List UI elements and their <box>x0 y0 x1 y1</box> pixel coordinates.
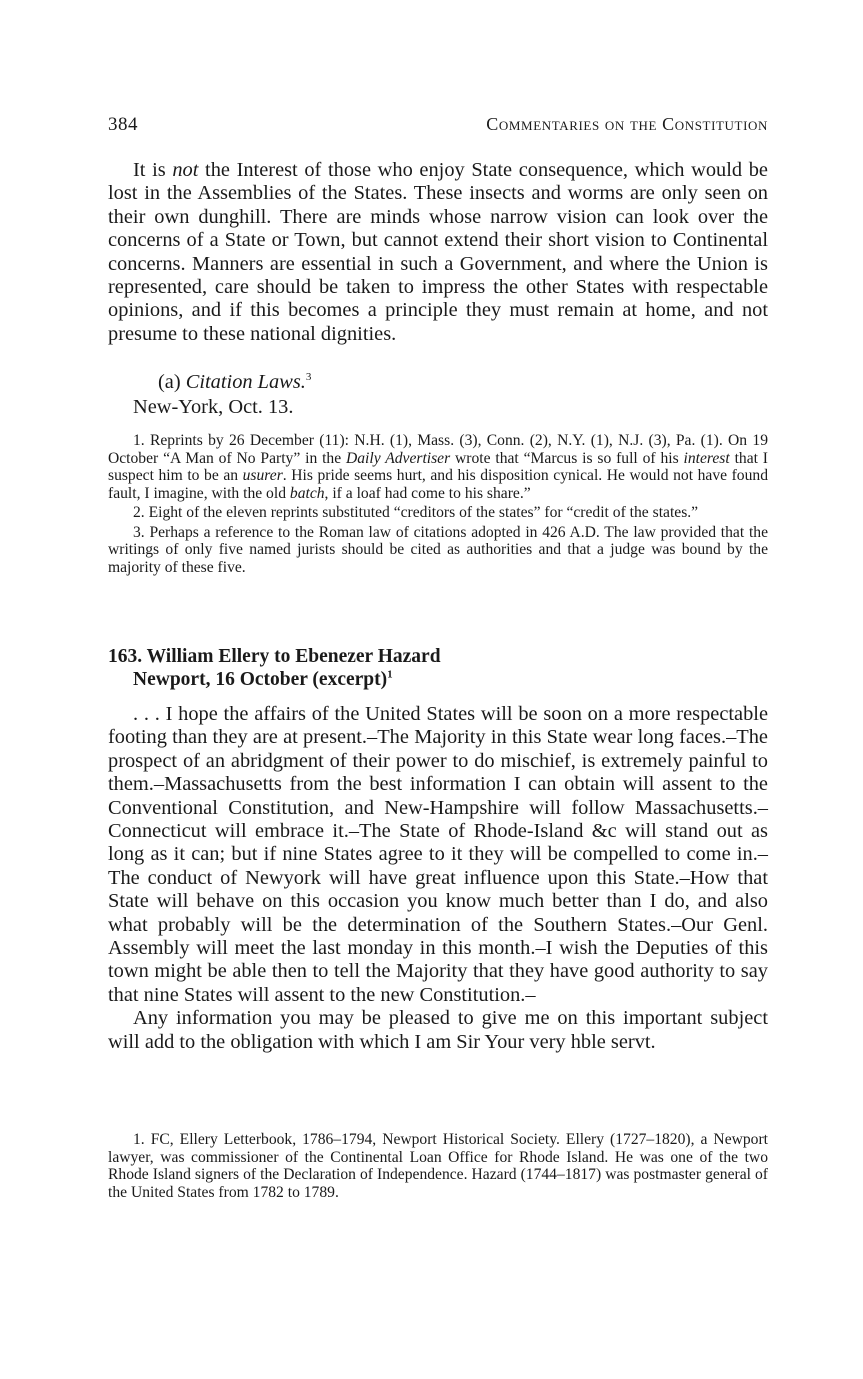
letter-paragraph-1: . . . I hope the affairs of the United States will be soon on a more respectable footing than they are at present.–The Majority in this State wear long faces.–The prospect of an abridgment of their power to do mischief, is extremely painful to them.–Massachusetts from the best information I can obtain will assent to the Conventional Constitution, and New-Hampshire will follow Massachusetts.–Connecticut will embrace it.–The State of Rhode-Island &c will stand out as long as it can; but if nine States agree to it they will be compelled to come in.–The conduct of Newyork will have great influence upon this State.–How that State will behave on this occasion you know much better than I do, and also what probably will be the determination of the Southern States.–Our Genl. Assembly will meet the last monday in this month.–I wish the Deputies of this town might be able then to tell the Majority that they have good authority to say that nine States will assent to the new Constitution.– <box>108 703 768 1006</box>
footnotes-section2 <box>108 1131 768 1203</box>
footnote-ref: 1 <box>387 668 393 681</box>
footnote-1: 1. FC, Ellery Letterbook, 1786–1794, Newport Historical Society. Ellery (1727–1820), a Newport lawyer, was commissioner of the Continental Loan Office for Rhode Island. He was one of the two Rhode Island signers of the Declaration of Independence. Hazard (1744–1817) was postmaster general of the United States from 1782 to 1789. <box>108 1131 768 1201</box>
emphasis: not <box>172 159 199 181</box>
page-header <box>108 114 768 142</box>
document-title: 163. William Ellery to Ebenezer Hazard <box>108 646 441 667</box>
document-heading <box>108 645 441 691</box>
letter-paragraph-2: Any information you may be pleased to give me on this important subject will add to the obligation with which I am Sir Your very hble servt. <box>108 1007 768 1053</box>
footnote-ref: 3 <box>305 371 312 384</box>
body-paragraph: It is not the Interest of those who enjoy State consequence, which would be lost in the Assemblies of the States. These insects and worms are only seen on their own dunghill. There are minds whose narrow vision can look over the concerns of a State or Town, but cannot extend their short vision to Continental concerns. Manners are essential in such a Government, and where the Union is represented, care should be taken to impress the other States with respectable opinions, and if this becomes a principle they must remain at home, and not presume to these national dignities. <box>108 159 768 345</box>
footnote-3: 3. Perhaps a reference to the Roman law of citations adopted in 426 A.D. The law provided that the writings of only five named jurists should be cited as authorities and that a judge was bound by the majority of these five. <box>108 523 768 576</box>
citation-line: (a) Citation Laws.$^3$ <box>158 371 312 393</box>
page-number: 384 <box>108 114 138 135</box>
footnote-1: 1. Reprints by 26 December (11): N.H. (1), Mass. (3), Conn. (2), N.Y. (1), N.J. (3), Pa. (1). On 19 October “A Man of No Party” in the Daily Advertiser wrote that “Marcus is so full of his interest that I suspect him to be an usurer. His pride seems hurt, and his disposition cynical. He would not have found fault, I imagine, with the old batch, if a loaf had come to his share.” <box>108 432 768 502</box>
document-subtitle: Newport, 16 October (excerpt)$^1$ <box>133 668 393 690</box>
footnotes-section1 <box>108 432 768 578</box>
footnote-2: 2. Eight of the eleven reprints substituted “creditors of the states” for “credit of the states.” <box>133 504 699 521</box>
letter-body <box>108 703 768 1054</box>
section-continuation <box>108 159 768 346</box>
running-head: Commentaries on the Constitution <box>486 114 768 134</box>
dateline: New-York, Oct. 13. <box>133 396 294 418</box>
